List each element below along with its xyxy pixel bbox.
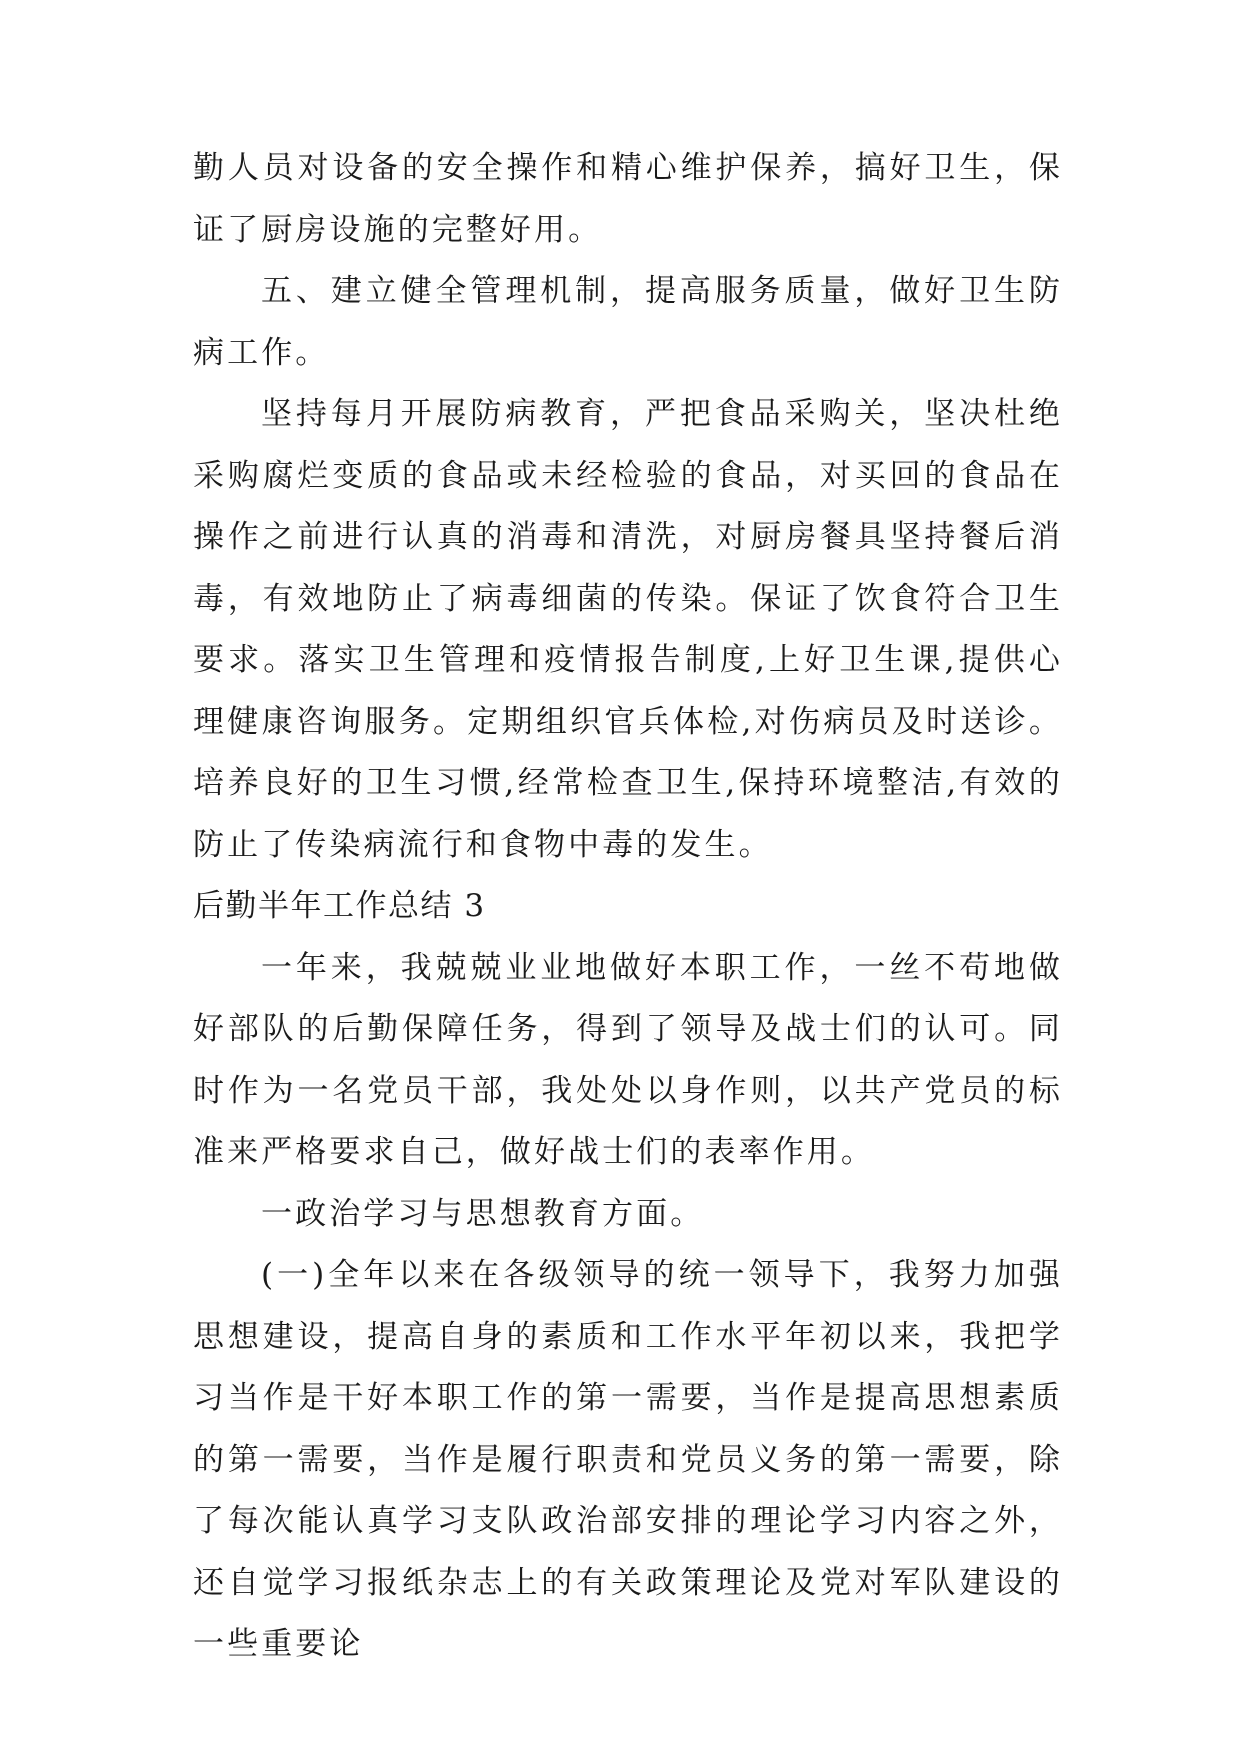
- paragraph-political-study-title: 一政治学习与思想教育方面。: [261, 1195, 705, 1232]
- paragraph-section-five-title: 五、建立健全管理机制，提高服务质量，做好卫生防病工作。: [193, 273, 1063, 371]
- section-heading: 后勤半年工作总结 3: [193, 888, 486, 924]
- document-body: [193, 138, 1063, 1676]
- paragraph-political-study-body: (一)全年以来在各级领导的统一领导下，我努力加强思想建设，提高自身的素质和工作水平年初以来，我把学习当作是干好本职工作的第一需要，当作是提高思想素质的第一需要，当作是履行职责和党员义务的第一需要，除了每次能认真学习支队政治部安排的理论学习内容之外，还自觉学习报纸杂志上的有关政策理论及党对军队建设的一些重要论: [193, 1257, 1063, 1662]
- paragraph-year-summary: 一年来，我兢兢业业地做好本职工作，一丝不苟地做好部队的后勤保障任务，得到了领导及战士们的认可。同时作为一名党员干部，我处处以身作则，以共产党员的标准来严格要求自己，做好战士们的表率作用。: [193, 949, 1063, 1170]
- paragraph-disease-prevention: 坚持每月开展防病教育，严把食品采购关，坚决杜绝采购腐烂变质的食品或未经检验的食品，对买回的食品在操作之前进行认真的消毒和清洗，对厨房餐具坚持餐后消毒，有效地防止了病毒细菌的传染。保证了饮食符合卫生要求。落实卫生管理和疫情报告制度,上好卫生课,提供心理健康咨询服务。定期组织官兵体检,对伤病员及时送诊。培养良好的卫生习惯,经常检查卫生,保持环境整洁,有效的防止了传染病流行和食物中毒的发生。: [193, 396, 1063, 863]
- paragraph-equipment-maintenance: 勤人员对设备的安全操作和精心维护保养，搞好卫生，保证了厨房设施的完整好用。: [193, 150, 1063, 248]
